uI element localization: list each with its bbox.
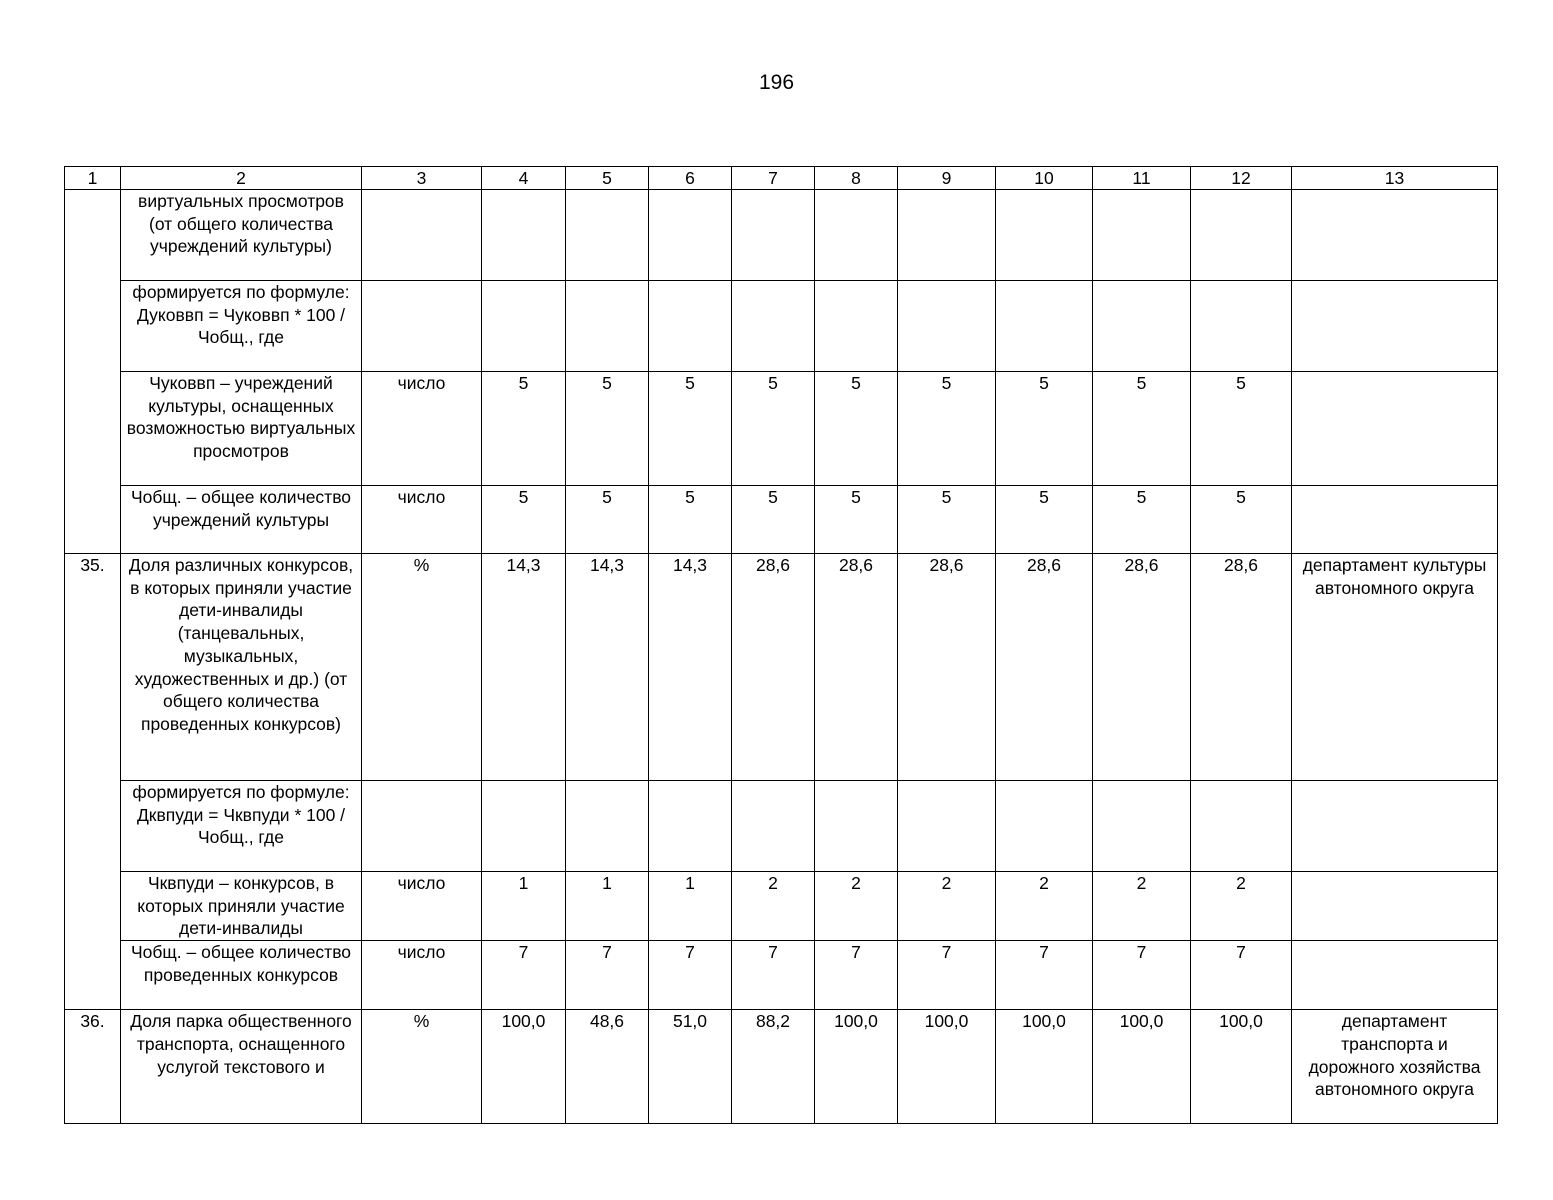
value-cell: 5 xyxy=(1093,372,1191,486)
value-cell: 7 xyxy=(566,941,649,1010)
value-cell xyxy=(996,781,1093,872)
value-cell xyxy=(566,781,649,872)
value-cell: 5 xyxy=(566,372,649,486)
row-number-cell: 36. xyxy=(65,1010,121,1124)
value-cell: 5 xyxy=(996,486,1093,554)
indicator-description-cell: Чквпуди – конкурсов, в которых приняли участие дети-инвалиды xyxy=(121,872,362,941)
responsible-cell xyxy=(1292,372,1498,486)
value-cell: 28,6 xyxy=(1093,554,1191,781)
header-cell: 3 xyxy=(362,167,482,190)
indicator-description-cell: Доля парка общественного транспорта, оснащенного услугой текстового и xyxy=(121,1010,362,1124)
table-row xyxy=(65,372,1498,486)
value-cell xyxy=(482,281,566,372)
value-cell xyxy=(649,190,732,281)
value-cell: 28,6 xyxy=(1191,554,1292,781)
header-cell: 8 xyxy=(815,167,898,190)
header-cell: 4 xyxy=(482,167,566,190)
header-row xyxy=(65,167,1498,190)
header-cell: 7 xyxy=(732,167,815,190)
indicator-description-cell: Чуковвп – учреждений культуры, оснащенных возможностью виртуальных просмотров xyxy=(121,372,362,486)
value-cell: 100,0 xyxy=(1093,1010,1191,1124)
header-cell: 9 xyxy=(898,167,996,190)
value-cell: 14,3 xyxy=(649,554,732,781)
value-cell: 5 xyxy=(1191,486,1292,554)
indicator-description-cell: формируется по формуле: Дуковвп = Чуковвп * 100 / Чобщ., где xyxy=(121,281,362,372)
value-cell xyxy=(1191,781,1292,872)
value-cell xyxy=(482,781,566,872)
value-cell xyxy=(566,281,649,372)
value-cell: 100,0 xyxy=(898,1010,996,1124)
table-row xyxy=(65,190,1498,281)
value-cell xyxy=(649,281,732,372)
value-cell xyxy=(482,190,566,281)
value-cell xyxy=(898,281,996,372)
value-cell: 100,0 xyxy=(815,1010,898,1124)
value-cell xyxy=(1093,281,1191,372)
unit-cell xyxy=(362,281,482,372)
unit-cell xyxy=(362,781,482,872)
value-cell xyxy=(566,190,649,281)
indicators-table xyxy=(64,166,1498,1124)
responsible-cell xyxy=(1292,190,1498,281)
value-cell xyxy=(1191,281,1292,372)
value-cell xyxy=(649,781,732,872)
indicator-description-cell: формируется по формуле: Дквпуди = Чквпуди * 100 / Чобщ., где xyxy=(121,781,362,872)
responsible-cell xyxy=(1292,781,1498,872)
unit-cell: % xyxy=(362,554,482,781)
value-cell xyxy=(1093,781,1191,872)
responsible-cell xyxy=(1292,941,1498,1010)
header-cell: 13 xyxy=(1292,167,1498,190)
value-cell: 7 xyxy=(649,941,732,1010)
header-cell: 5 xyxy=(566,167,649,190)
indicator-description-cell: Чобщ. – общее количество учреждений культуры xyxy=(121,486,362,554)
header-cell: 1 xyxy=(65,167,121,190)
responsible-cell: департамент культуры автономного округа xyxy=(1292,554,1498,781)
value-cell xyxy=(732,190,815,281)
value-cell: 7 xyxy=(996,941,1093,1010)
unit-cell xyxy=(362,190,482,281)
row-number-cell xyxy=(65,941,121,1010)
value-cell: 51,0 xyxy=(649,1010,732,1124)
row-number-cell: 35. xyxy=(65,554,121,781)
responsible-cell xyxy=(1292,872,1498,941)
value-cell: 7 xyxy=(482,941,566,1010)
indicator-description-cell: Чобщ. – общее количество проведенных конкурсов xyxy=(121,941,362,1010)
value-cell: 1 xyxy=(649,872,732,941)
unit-cell: число xyxy=(362,372,482,486)
table-row xyxy=(65,781,1498,872)
page-number: 196 xyxy=(758,71,795,94)
row-number-cell xyxy=(65,372,121,486)
value-cell: 2 xyxy=(1191,872,1292,941)
row-number-cell xyxy=(65,872,121,941)
value-cell xyxy=(815,781,898,872)
value-cell: 28,6 xyxy=(898,554,996,781)
unit-cell: число xyxy=(362,872,482,941)
value-cell: 1 xyxy=(482,872,566,941)
value-cell: 28,6 xyxy=(815,554,898,781)
value-cell: 7 xyxy=(1093,941,1191,1010)
unit-cell: число xyxy=(362,486,482,554)
value-cell xyxy=(732,281,815,372)
header-cell: 11 xyxy=(1093,167,1191,190)
value-cell: 5 xyxy=(1093,486,1191,554)
table-row xyxy=(65,554,1498,781)
value-cell: 2 xyxy=(898,872,996,941)
value-cell: 5 xyxy=(815,486,898,554)
value-cell: 100,0 xyxy=(996,1010,1093,1124)
value-cell: 5 xyxy=(898,372,996,486)
row-number-cell xyxy=(65,281,121,372)
indicator-description-cell: виртуальных просмотров (от общего количества учреждений культуры) xyxy=(121,190,362,281)
header-cell: 2 xyxy=(121,167,362,190)
unit-cell: % xyxy=(362,1010,482,1124)
row-number-cell xyxy=(65,486,121,554)
value-cell: 1 xyxy=(566,872,649,941)
row-number-cell xyxy=(65,190,121,281)
row-number-cell xyxy=(65,781,121,872)
value-cell: 7 xyxy=(815,941,898,1010)
value-cell xyxy=(898,781,996,872)
value-cell: 14,3 xyxy=(566,554,649,781)
value-cell: 5 xyxy=(815,372,898,486)
value-cell: 5 xyxy=(732,372,815,486)
value-cell: 5 xyxy=(996,372,1093,486)
table-row xyxy=(65,872,1498,941)
value-cell xyxy=(1093,190,1191,281)
value-cell xyxy=(815,190,898,281)
responsible-cell xyxy=(1292,486,1498,554)
value-cell: 5 xyxy=(482,486,566,554)
value-cell xyxy=(732,781,815,872)
value-cell: 100,0 xyxy=(1191,1010,1292,1124)
value-cell: 5 xyxy=(566,486,649,554)
value-cell xyxy=(1191,190,1292,281)
value-cell: 2 xyxy=(732,872,815,941)
responsible-cell xyxy=(1292,281,1498,372)
value-cell: 2 xyxy=(1093,872,1191,941)
unit-cell: число xyxy=(362,941,482,1010)
table-row xyxy=(65,281,1498,372)
header-cell: 12 xyxy=(1191,167,1292,190)
responsible-cell: департамент транспорта и дорожного хозяйства автономного округа xyxy=(1292,1010,1498,1124)
table-row xyxy=(65,941,1498,1010)
value-cell: 5 xyxy=(732,486,815,554)
value-cell: 48,6 xyxy=(566,1010,649,1124)
value-cell: 7 xyxy=(1191,941,1292,1010)
table-row xyxy=(65,486,1498,554)
header-cell: 6 xyxy=(649,167,732,190)
value-cell: 2 xyxy=(996,872,1093,941)
value-cell: 5 xyxy=(649,486,732,554)
value-cell xyxy=(815,281,898,372)
value-cell: 2 xyxy=(815,872,898,941)
value-cell xyxy=(996,190,1093,281)
table-row xyxy=(65,1010,1498,1124)
value-cell: 28,6 xyxy=(732,554,815,781)
value-cell: 7 xyxy=(732,941,815,1010)
value-cell: 5 xyxy=(649,372,732,486)
value-cell xyxy=(898,190,996,281)
value-cell: 14,3 xyxy=(482,554,566,781)
value-cell: 5 xyxy=(898,486,996,554)
value-cell: 88,2 xyxy=(732,1010,815,1124)
value-cell: 7 xyxy=(898,941,996,1010)
value-cell: 28,6 xyxy=(996,554,1093,781)
indicator-description-cell: Доля различных конкурсов, в которых приняли участие дети-инвалиды (танцевальных, музыкальных, художественных и др.) (от общего количества проведенных конкурсов) xyxy=(121,554,362,781)
value-cell xyxy=(996,281,1093,372)
header-cell: 10 xyxy=(996,167,1093,190)
value-cell: 100,0 xyxy=(482,1010,566,1124)
value-cell: 5 xyxy=(1191,372,1292,486)
value-cell: 5 xyxy=(482,372,566,486)
